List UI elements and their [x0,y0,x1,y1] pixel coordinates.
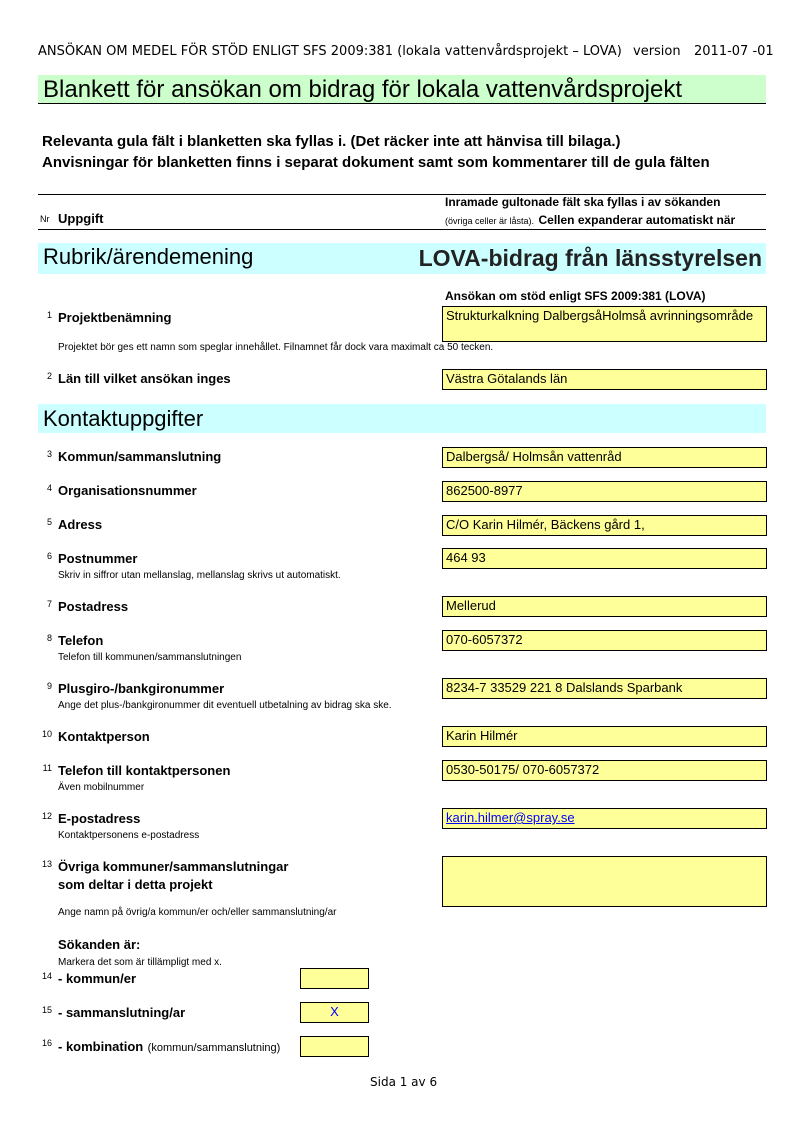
bankgiro-field[interactable]: 8234-7 33529 221 8 Dalslands Sparbank [442,678,767,699]
option-label-association: - sammanslutning/ar [58,1005,186,1020]
other-municipalities-field[interactable] [442,856,767,907]
option-note-combination: (kommun/sammanslutning) [147,1042,281,1054]
field-label-postcode: Postnummer [58,551,138,566]
applicant-hint: Markera det som är tillämpligt med x. [58,957,222,968]
page-footer: Sida 1 av 6 [370,1075,438,1089]
option-combination-checkbox[interactable] [300,1036,369,1057]
phone-field[interactable]: 070-6057372 [442,630,767,651]
column-instruction-2 [445,211,735,229]
contact-person-field[interactable]: Karin Hilmér [442,726,767,747]
field-number: 12 [41,811,52,821]
option-label-municipality: - kommun/er [58,971,137,986]
post-address-field[interactable]: Mellerud [442,596,767,617]
version-value: 2011-07 -01 [694,44,774,59]
field-number: 4 [46,483,52,493]
org-number-field[interactable]: 862500-8977 [442,481,767,502]
email-field[interactable] [442,808,767,829]
field-hint: Även mobilnummer [58,782,145,793]
column-nr: Nr [40,214,50,224]
field-number: 3 [46,449,52,459]
divider [38,229,766,230]
option-association-checkbox[interactable]: X [300,1002,369,1023]
contact-phone-field[interactable]: 0530-50175/ 070-6057372 [442,760,767,781]
field-label-org-number: Organisationsnummer [58,483,197,498]
applicant-heading: Sökanden är: [58,937,141,952]
intro-line-1: Relevanta gula fält i blanketten ska fyllas i. (Det räcker inte att hänvisa till bilaga.) [42,133,621,150]
version-label: version [633,44,681,59]
field-number: 2 [46,371,52,381]
option-label-combination-row [58,1038,280,1056]
form-header-title: ANSÖKAN OM MEDEL FÖR STÖD ENLIGT SFS 2009:381 (lokala vattenvårdsprojekt – LOVA) [38,44,622,59]
subject-label: Rubrik/ärendemening [43,244,254,269]
field-number: 8 [46,633,52,643]
field-label-address: Adress [58,517,103,532]
field-hint: Telefon till kommunen/sammanslutningen [58,652,242,663]
column-task: Uppgift [58,211,104,226]
field-number: 9 [46,681,52,691]
field-number: 1 [46,310,52,320]
field-number: 13 [41,859,52,869]
address-field[interactable]: C/O Karin Hilmér, Bäckens gård 1, [442,515,767,536]
field-label-contact-phone: Telefon till kontaktpersonen [58,763,231,778]
field-number: 14 [41,971,52,981]
option-label-combination: - kombination [58,1039,144,1054]
instruction-rest: Cellen expanderar automatiskt när [538,213,736,227]
option-municipality-checkbox[interactable] [300,968,369,989]
field-label-email: E-postadress [58,811,141,826]
subject-value: LOVA-bidrag från länsstyrelsen [418,245,762,271]
field-number: 6 [46,551,52,561]
contact-section-heading: Kontaktuppgifter [38,404,766,433]
field-label-post-address: Postadress [58,599,129,614]
field-label-municipality: Kommun/sammanslutning [58,449,222,464]
field-hint: Ange det plus-/bankgironummer dit eventuell utbetalning av bidrag ska ske. [58,700,392,711]
column-instruction: Inramade gultonade fält ska fyllas i av sökanden [445,195,721,209]
application-note: Ansökan om stöd enligt SFS 2009:381 (LOVA) [445,289,706,303]
field-number: 5 [46,517,52,527]
postcode-field[interactable]: 464 93 [442,548,767,569]
field-number: 11 [42,763,52,773]
instruction-small: (övriga celler är låsta). [445,216,535,226]
subject-row [38,243,766,274]
field-number: 7 [46,599,52,609]
field-label-project-name: Projektbenämning [58,310,172,325]
field-label-other-municipalities-2: som deltar i detta projekt [58,877,213,892]
field-hint: Kontaktpersonens e-postadress [58,830,200,841]
field-hint: Projektet bör ges ett namn som speglar innehållet. Filnamnet får dock vara maximalt ca 50 tecken. [58,342,494,353]
field-label-phone: Telefon [58,633,104,648]
page-title: Blankett för ansökan om bidrag för lokala vattenvårdsprojekt [38,75,766,104]
email-link[interactable]: karin.hilmer@spray.se [446,810,575,825]
field-label-other-municipalities: Övriga kommuner/sammanslutningar [58,859,289,874]
municipality-field[interactable]: Dalbergså/ Holmsån vattenråd [442,447,767,468]
project-name-field[interactable]: Strukturkalkning DalbergsåHolmså avrinningsområde [442,306,767,342]
field-hint: Ange namn på övrig/a kommun/er och/eller sammanslutning/ar [58,907,337,918]
field-label-contact-person: Kontaktperson [58,729,150,744]
field-hint: Skriv in siffror utan mellanslag, mellanslag skrivs ut automatiskt. [58,570,341,581]
field-number: 15 [41,1005,52,1015]
intro-line-2: Anvisningar för blanketten finns i separat dokument samt som kommentarer till de gula fälten [42,154,710,171]
field-label-county: Län till vilket ansökan inges [58,371,231,386]
field-number: 16 [41,1038,52,1048]
field-number: 10 [41,729,52,739]
county-field[interactable]: Västra Götalands län [442,369,767,390]
field-label-bankgiro: Plusgiro-/bankgironummer [58,681,225,696]
